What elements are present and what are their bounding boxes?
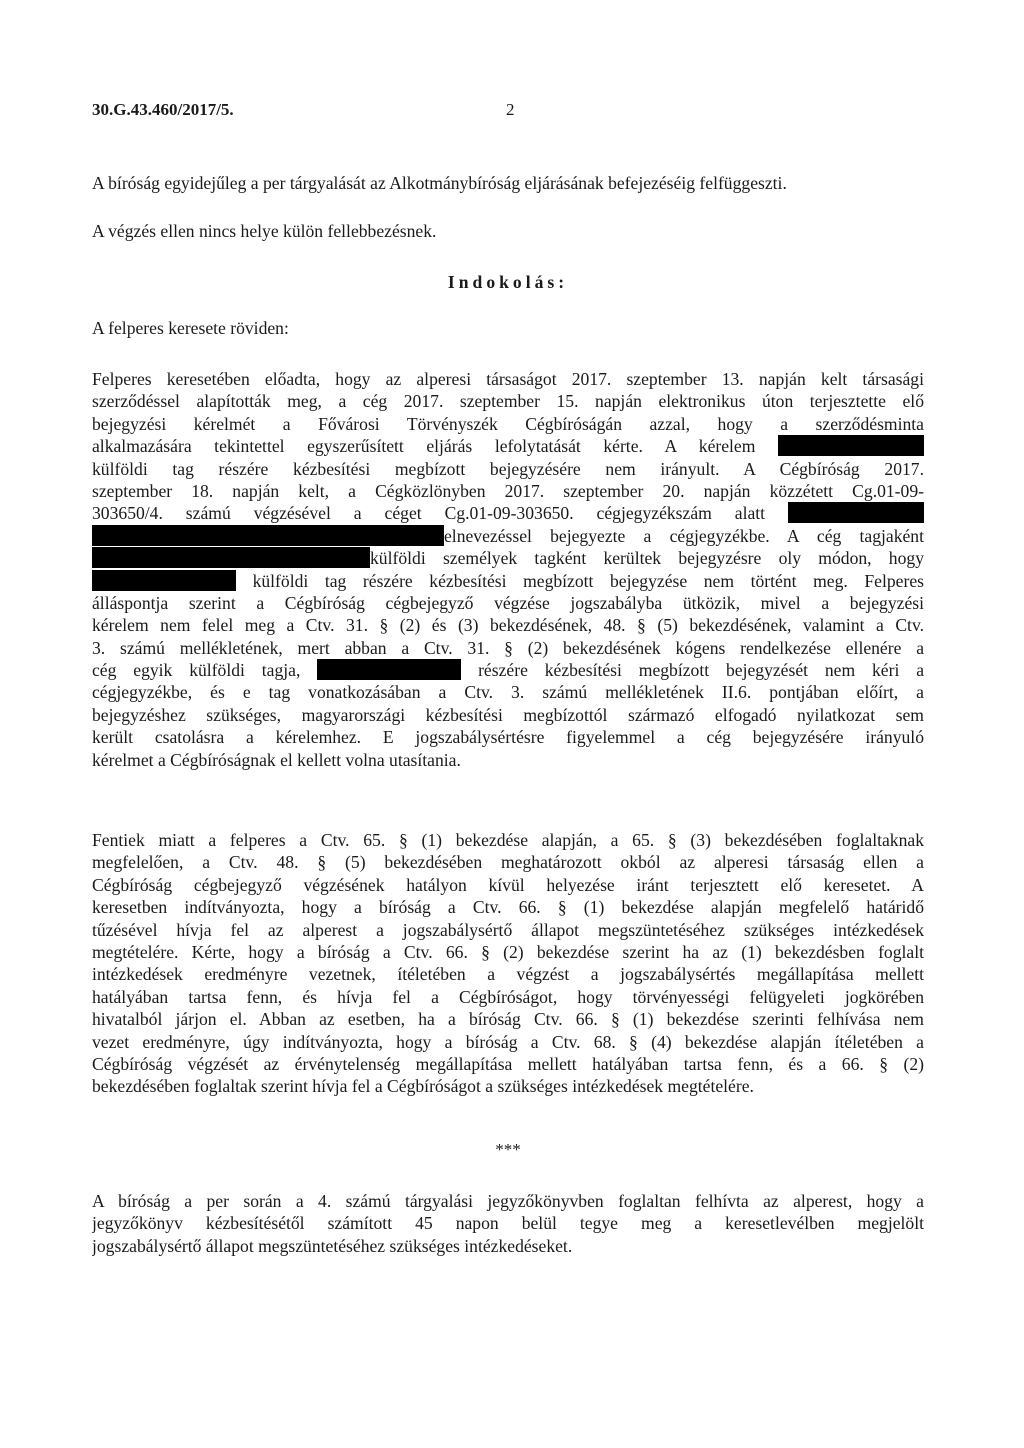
subheading: A felperes keresete röviden: — [92, 318, 289, 338]
text-line: Fentiek miatt a felperes a Ctv. 65. § (1) bekezdése alapján, a 65. § (3) bekezdésében foglaltaknak — [92, 830, 924, 850]
text-line: jogszabálysértő állapot megszüntetéséhez szükséges intézkedéseket. — [92, 1235, 573, 1256]
text-line: intézkedések eredményre vezetnek, ítéletében a végzést a jogszabálysértés megállapítása mellett — [92, 964, 924, 985]
text-line — [92, 570, 924, 592]
text-line: megfelelően, a Ctv. 48. § (5) bekezdésében meghatározott okból az alperesi társaság ellen a — [92, 852, 924, 873]
paragraph-claim-legal-basis — [92, 829, 924, 1098]
redaction-block — [788, 502, 924, 523]
text-line: tűzésével hívja fel az alperest a jogszabálysértő állapot megszüntetéséhez szükséges intézkedések — [92, 919, 924, 940]
text-segment: külföldi személyek tagként kerültek bejegyzésre oly módon, hogy — [370, 548, 924, 569]
text-line: Felperes keresetében előadta, hogy az alperesi társaságot 2017. szeptember 13. napján kelt társasági — [92, 369, 924, 389]
intro-paragraph-appeal: A végzés ellen nincs helye külön fellebbezésnek. — [92, 221, 437, 241]
text-line: keresetben indítványozta, hogy a bíróság a Ctv. 66. § (1) bekezdése alapján megfelelő határidő — [92, 897, 924, 918]
text-line — [92, 525, 924, 547]
redaction-block — [317, 659, 461, 680]
section-heading: Indokolás: — [447, 272, 569, 292]
text-line: Cégbíróság cégbejegyző végzésének hatályon kívül helyezése iránt terjesztett elő keresetet. A — [92, 874, 924, 895]
redaction-block — [92, 525, 444, 546]
text-segment: elnevezéssel bejegyezte a cégjegyzékbe. A cég tagjaként — [444, 525, 924, 546]
text-line: hivatalból járjon el. Abban az esetben, ha a bíróság Ctv. 66. § (1) bekezdése szerinti felhívása nem — [92, 1009, 924, 1030]
redaction-block — [92, 570, 236, 591]
text-line: kérelmet a Cégbíróságnak el kellett volna utasítania. — [92, 749, 461, 770]
page-header — [92, 100, 932, 124]
page-number: 2 — [506, 100, 515, 119]
text-segment: részére kézbesítési megbízott bejegyzését nem kéri a — [478, 660, 924, 681]
text-line: szerződéssel alapították meg, a cég 2017. szeptember 15. napján elektronikus úton terjesztette elő — [92, 391, 924, 412]
text-line: hatályában tartsa fenn, és hívja fel a Cégbíróságot, hogy törvényességi felügyeleti jogkörében — [92, 986, 924, 1007]
text-line: szeptember 18. napján kelt, a Cégközlönyben 2017. szeptember 20. napján közzétett Cg.01-09- — [92, 480, 924, 501]
text-line: bejegyzési kérelmét a Fővárosi Törvényszék Cégbíróságán azzal, hogy a szerződésminta — [92, 413, 924, 434]
text-line: jegyzőkönyv kézbesítésétől számított 45 napon belül tegye meg a keresetlevélben megjelölt — [92, 1213, 924, 1234]
paragraph-claim-summary — [92, 368, 924, 771]
case-number: 30.G.43.460/2017/5. — [92, 100, 234, 119]
text-segment: 303650/4. számú végzésével a céget Cg.01-09-303650. cégjegyzékszám alatt — [92, 503, 766, 524]
text-segment: alkalmazására tekintettel egyszerűsített eljárás lefolytatását kérte. A kérelem — [92, 436, 756, 457]
text-line — [92, 435, 924, 457]
text-line: megtételére. Kérte, hogy a bíróság a Ctv. 66. § (2) bekezdése szerint ha az (1) bekezdésben foglalt — [92, 941, 924, 962]
text-line: került csatolásra a kérelemhez. E jogszabálysértésre figyelemmel a cég bejegyzésére irányuló — [92, 727, 924, 748]
paragraph-court-order — [92, 1190, 924, 1257]
text-segment: külföldi tag részére kézbesítési megbízott bejegyzése nem történt meg. Felperes — [252, 570, 924, 591]
section-separator: *** — [495, 1140, 521, 1159]
text-line: bejegyzéshez szükséges, magyarországi kézbesítési megbízottól származó elfogadó nyilatkozat sem — [92, 704, 924, 725]
text-line: vezet eredményre, úgy indítványozta, hogy a bíróság a Ctv. 68. § (4) bekezdése alapján ítéletében a — [92, 1031, 924, 1052]
text-line — [92, 659, 924, 681]
text-line: cégjegyzékbe, és e tag vonatkozásában a Ctv. 3. számú mellékletének II.6. pontjában előírt, a — [92, 682, 924, 703]
text-line: kérelem nem felel meg a Ctv. 31. § (2) és (3) bekezdésének, 48. § (5) bekezdésének, valamint a Ctv. — [92, 615, 924, 636]
redaction-block — [778, 435, 924, 456]
text-line: Cégbíróság végzését az érvénytelenség megállapítása mellett hatályában tartsa fenn, és a 66. § (2) — [92, 1053, 924, 1074]
text-line: külföldi tag részére kézbesítési megbízott bejegyzésére nem irányult. A Cégbíróság 2017. — [92, 458, 924, 479]
text-line: bekezdésében foglaltak szerint hívja fel a Cégbíróságot a szükséges intézkedések megtételére. — [92, 1076, 754, 1097]
text-segment: cég egyik külföldi tagja, — [92, 660, 301, 681]
text-line — [92, 502, 924, 524]
intro-paragraph-suspension: A bíróság egyidejűleg a per tárgyalását az Alkotmánybíróság eljárásának befejezéséig felfüggeszti. — [92, 173, 787, 193]
text-line: álláspontja szerint a Cégbíróság cégbejegyző végzése jogszabályba ütközik, mivel a bejegyzési — [92, 592, 924, 613]
text-line: A bíróság a per során a 4. számú tárgyalási jegyzőkönyvben foglaltan felhívta az alperest, hogy a — [92, 1191, 924, 1211]
text-line: 3. számú mellékletének, mert abban a Ctv. 31. § (2) bekezdésének kógens rendelkezése ellenére a — [92, 637, 924, 658]
text-line — [92, 547, 924, 569]
redaction-block — [92, 547, 370, 568]
